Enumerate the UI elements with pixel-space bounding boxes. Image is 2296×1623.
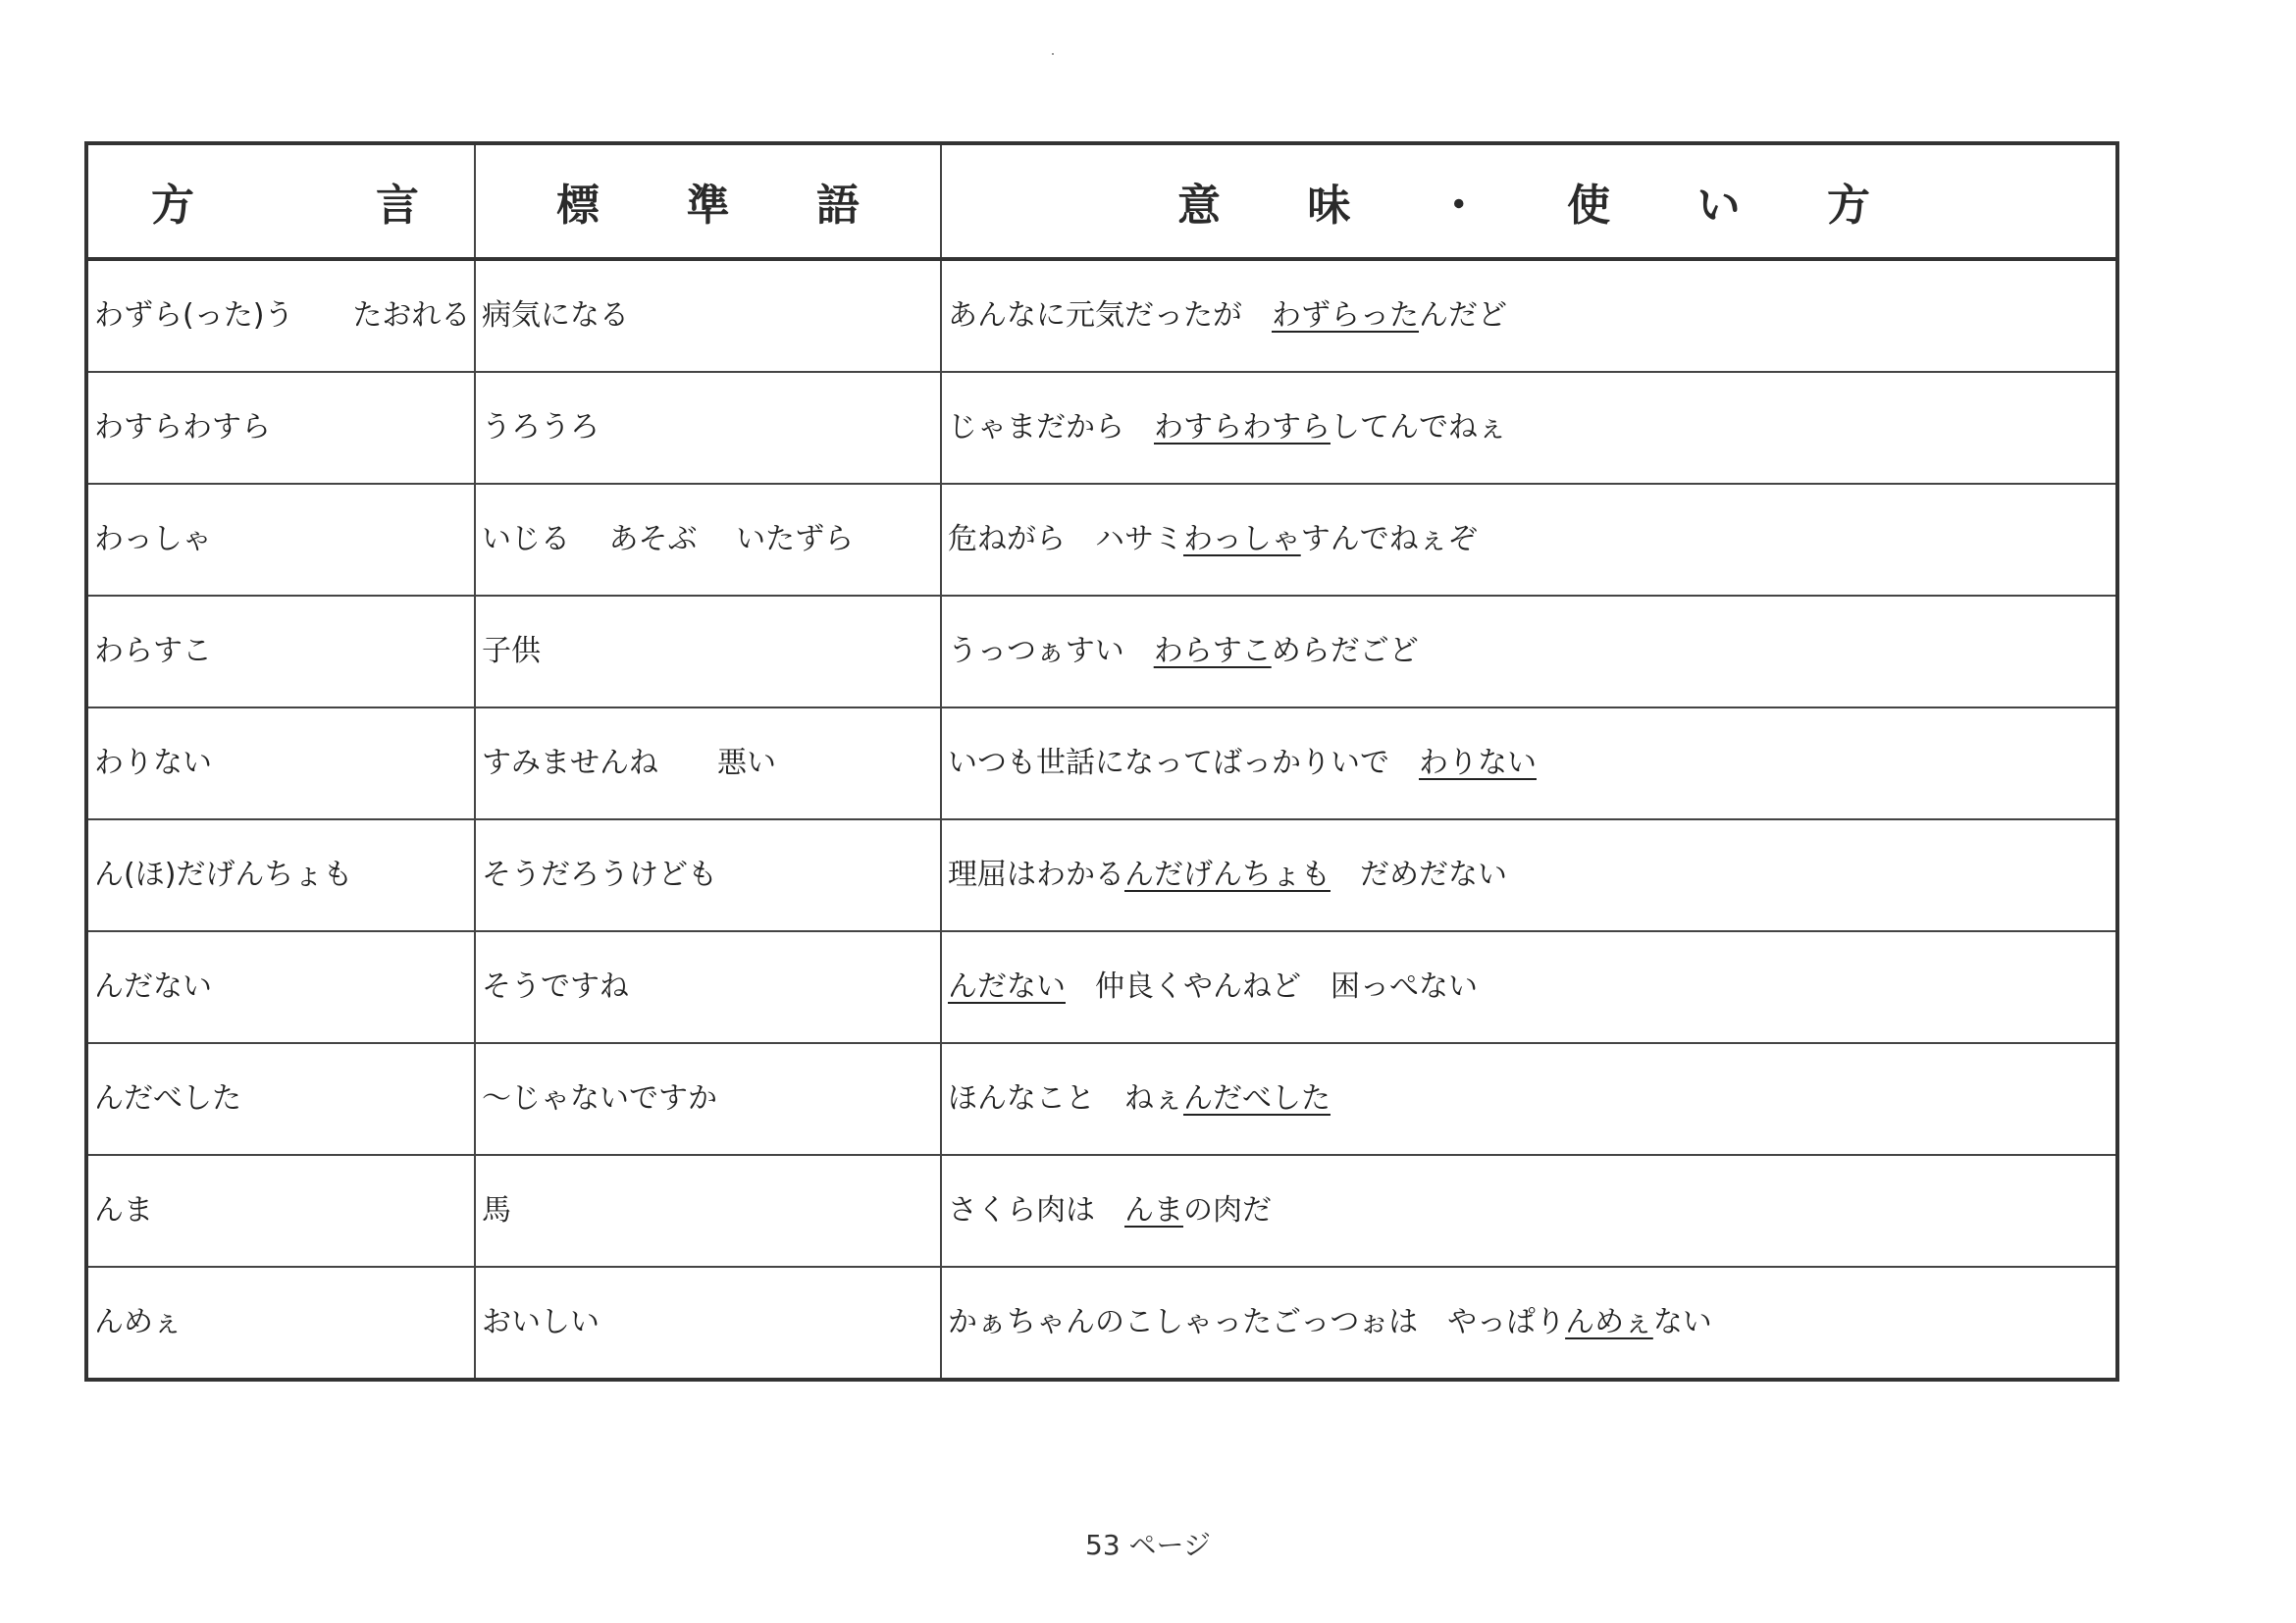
dialect-cell: わりない bbox=[86, 707, 475, 819]
page-number: 53 ページ bbox=[1085, 1529, 1211, 1561]
dialect-cell: ん(ほ)だげんちょも bbox=[86, 819, 475, 931]
header-standard bbox=[475, 143, 941, 259]
dialect-cell: んだない bbox=[86, 931, 475, 1043]
usage-highlight: わずらった bbox=[1272, 298, 1419, 333]
usage-highlight: わりない bbox=[1419, 746, 1537, 780]
header-usage-char: い bbox=[1696, 181, 1741, 231]
header-standard-char: 語 bbox=[816, 181, 860, 231]
dialect-cell: わすらわすら bbox=[86, 372, 475, 484]
header-usage-char: 使 bbox=[1567, 181, 1611, 231]
usage-cell bbox=[941, 931, 2117, 1043]
header-usage-char: 方 bbox=[1826, 181, 1870, 231]
standard-cell: すみませんね 悪い bbox=[475, 707, 941, 819]
header-standard-char: 標 bbox=[556, 181, 600, 231]
table-row bbox=[86, 596, 2117, 707]
usage-text: じゃまだから bbox=[948, 410, 1154, 445]
header-usage bbox=[941, 143, 2117, 259]
dialect-table bbox=[84, 141, 2119, 1382]
standard-cell: ～じゃないですか bbox=[475, 1043, 941, 1155]
standard-cell: おいしい bbox=[475, 1267, 941, 1380]
table-header bbox=[86, 143, 2117, 259]
table-row bbox=[86, 1043, 2117, 1155]
usage-highlight: んだべした bbox=[1183, 1081, 1331, 1116]
standard-cell: 病気になる bbox=[475, 259, 941, 372]
usage-highlight: んめぇ bbox=[1565, 1305, 1653, 1339]
dialect-cell: んだべした bbox=[86, 1043, 475, 1155]
header-dialect-char: 方 bbox=[151, 181, 194, 231]
usage-cell bbox=[941, 1043, 2117, 1155]
usage-text: してんでねぇ bbox=[1331, 410, 1507, 445]
dialect-cell: わずら(った)う たおれる bbox=[86, 259, 475, 372]
standard-cell: うろうろ bbox=[475, 372, 941, 484]
usage-cell bbox=[941, 1155, 2117, 1267]
dialect-cell: わらすこ bbox=[86, 596, 475, 707]
usage-highlight: んだげんちょも bbox=[1124, 858, 1331, 892]
usage-text: いつも世話になってばっかりいで bbox=[948, 746, 1419, 780]
usage-cell bbox=[941, 372, 2117, 484]
dialect-cell: んま bbox=[86, 1155, 475, 1267]
header-usage-char: 意 bbox=[1177, 181, 1221, 231]
usage-text: の肉だ bbox=[1183, 1193, 1272, 1228]
standard-cell: 子供 bbox=[475, 596, 941, 707]
standard-cell: そうだろうけども bbox=[475, 819, 941, 931]
usage-text: 理屈はわかる bbox=[948, 858, 1124, 892]
usage-text: ない bbox=[1652, 1305, 1712, 1339]
usage-text: かぁちゃんのこしゃったごっつぉは やっぱり bbox=[948, 1305, 1566, 1339]
usage-highlight: んま bbox=[1124, 1193, 1183, 1228]
usage-text: 危ねがら ハサミ bbox=[948, 522, 1183, 556]
usage-cell bbox=[941, 596, 2117, 707]
usage-cell bbox=[941, 1267, 2117, 1380]
usage-text: うっつぁすい bbox=[948, 634, 1154, 668]
usage-highlight: わっしゃ bbox=[1183, 522, 1301, 556]
table-row bbox=[86, 819, 2117, 931]
standard-cell: いじる あそぶ いたずら bbox=[475, 484, 941, 596]
usage-highlight: んだない bbox=[948, 969, 1066, 1004]
standard-cell: そうですね bbox=[475, 931, 941, 1043]
header-dialect bbox=[86, 143, 475, 259]
table-row bbox=[86, 707, 2117, 819]
table-row bbox=[86, 484, 2117, 596]
header-usage-char: 味 bbox=[1307, 181, 1351, 231]
table-row bbox=[86, 259, 2117, 372]
usage-text: さくら肉は bbox=[948, 1193, 1124, 1228]
dialect-cell: んめぇ bbox=[86, 1267, 475, 1380]
usage-cell bbox=[941, 484, 2117, 596]
usage-cell bbox=[941, 259, 2117, 372]
usage-cell bbox=[941, 707, 2117, 819]
dialect-cell: わっしゃ bbox=[86, 484, 475, 596]
standard-cell: 馬 bbox=[475, 1155, 941, 1267]
usage-highlight: わらすこ bbox=[1153, 634, 1272, 668]
usage-text: んだど bbox=[1419, 298, 1507, 333]
usage-text: めらだごど bbox=[1271, 634, 1419, 668]
header-standard-char: 準 bbox=[686, 181, 730, 231]
table-row bbox=[86, 372, 2117, 484]
usage-text: ほんなこと ねぇ bbox=[948, 1081, 1183, 1116]
header-row bbox=[86, 143, 2117, 259]
usage-text: 仲良くやんねど 困っぺない bbox=[1066, 969, 1478, 1004]
table-body bbox=[86, 259, 2117, 1380]
header-usage-char: ・ bbox=[1436, 181, 1481, 231]
table-row bbox=[86, 1155, 2117, 1267]
table-row bbox=[86, 1267, 2117, 1380]
scan-speck bbox=[1052, 53, 1054, 55]
header-dialect-char: 言 bbox=[376, 181, 419, 231]
usage-text: だめだない bbox=[1331, 858, 1507, 892]
usage-cell bbox=[941, 819, 2117, 931]
usage-text: あんなに元気だったが bbox=[948, 298, 1272, 333]
usage-highlight: わすらわすら bbox=[1154, 410, 1331, 445]
table-row bbox=[86, 931, 2117, 1043]
usage-text: すんでねぇぞ bbox=[1300, 522, 1478, 556]
